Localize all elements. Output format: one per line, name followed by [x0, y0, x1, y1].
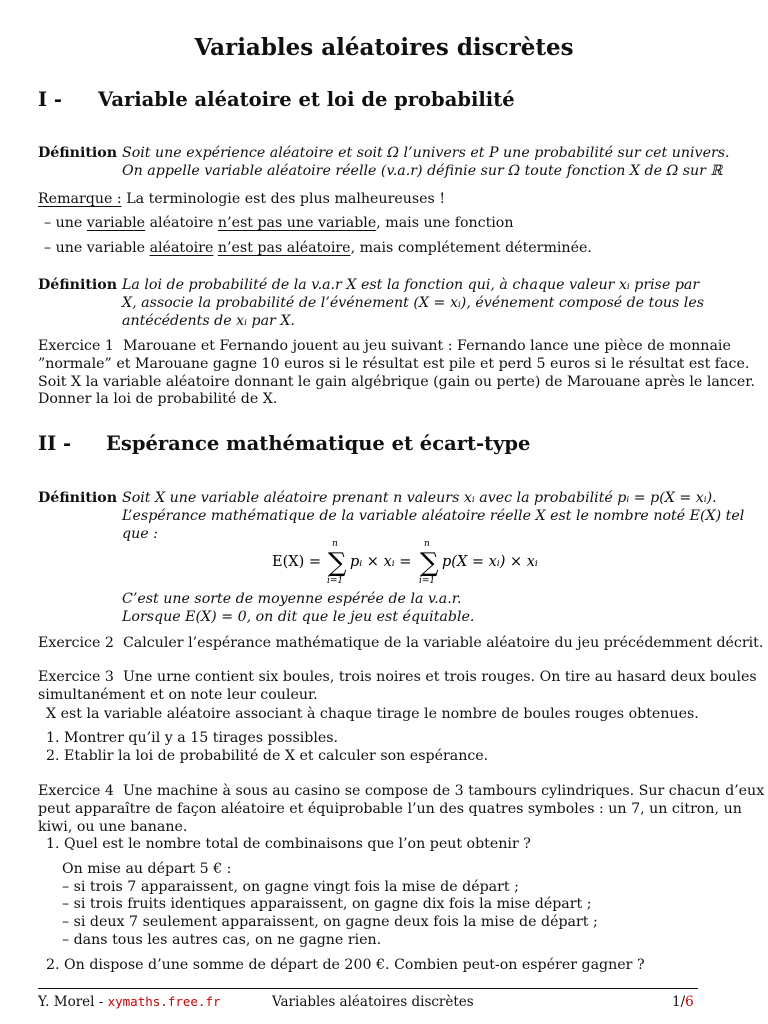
ex1-line4: Donner la loi de probabilité de X.	[38, 391, 278, 407]
section-2-heading	[38, 432, 530, 455]
remark-item-1	[44, 214, 513, 232]
eq-sum2-bottom: i=1	[419, 576, 436, 586]
ex4-rule-4: – dans tous les autres cas, on ne gagne rien.	[62, 932, 382, 948]
ex4-rule-3: – si deux 7 seulement apparaissent, on gagne deux fois la mise de départ ;	[62, 914, 598, 930]
ex4-question-2: 2. On dispose d’une somme de départ de 200 €. Combien peut-on espérer gagner ?	[46, 957, 645, 973]
section-1-number: I -	[38, 88, 63, 111]
ex4-line1	[38, 782, 764, 800]
def2-line1: La loi de probabilité de la v.a.r X est la fonction qui, à chaque valeur xᵢ prise par	[122, 277, 700, 293]
ex4-rule-2: – si trois fruits identiques apparaissent, on gagne dix fois la mise départ ;	[62, 896, 592, 912]
def3-line4: C’est une sorte de moyenne espérée de la v.a.r.	[122, 591, 462, 607]
ex1-text-1: Marouane et Fernando jouent au jeu suivant : Fernando lance une pièce de monnaie	[122, 338, 731, 354]
def2-label: Définition	[38, 277, 118, 293]
def3-line1: Soit X une variable aléatoire prenant n valeurs xᵢ avec la probabilité pᵢ = p(X = xᵢ).	[122, 490, 717, 506]
remark-item-1-a: – une	[44, 215, 87, 231]
ex3-text-1: Une urne contient six boules, trois noires et trois rouges. On tire au hasard deux boules	[122, 669, 757, 685]
remark-item-2-e: , mais complétement déterminée.	[350, 240, 592, 256]
ex2-line	[38, 634, 763, 652]
remark-item-2-b: aléatoire	[149, 240, 214, 256]
def3-label: Définition	[38, 490, 118, 506]
ex1-line3: Soit X la variable aléatoire donnant le gain algébrique (gain ou perte) de Marouane après le lancer.	[38, 374, 756, 390]
footer-page	[672, 994, 694, 1010]
ex3-item-1: 1. Montrer qu’il y a 15 tirages possibles.	[46, 730, 339, 746]
def2-line2: X, associe la probabilité de l’événement (X = xᵢ), événement composé de tous les	[122, 295, 705, 311]
eq-term1: pᵢ × xᵢ =	[350, 554, 412, 570]
remark-item-2-d: n’est pas aléatoire	[217, 240, 351, 256]
ex3-label: Exercice 3	[38, 669, 114, 685]
eq-lhs: E(X) =	[272, 554, 321, 570]
remark-text: La terminologie est des plus malheureuses !	[121, 191, 446, 207]
remark-label: Remarque :	[38, 191, 122, 207]
remark-item-1-e: , mais une fonction	[376, 215, 514, 231]
eq-sum1-top: n	[332, 539, 338, 549]
expectation-formula	[270, 538, 570, 586]
def1-label: Définition	[38, 145, 118, 161]
section-1-title: Variable aléatoire et loi de probabilité	[98, 88, 515, 111]
section-1-heading	[38, 88, 515, 111]
eq-sum1-sigma: ∑	[328, 548, 347, 578]
remark-line	[38, 190, 445, 208]
document-title: Variables aléatoires discrètes	[194, 34, 574, 61]
footer-author: Y. Morel -	[38, 994, 108, 1010]
ex4-rule-1: – si trois 7 apparaissent, on gagne vingt fois la mise de départ ;	[62, 879, 519, 895]
ex3-item-2: 2. Etablir la loi de probabilité de X et calculer son espérance.	[46, 748, 489, 764]
def2-line3: antécédents de xᵢ par X.	[122, 313, 295, 329]
def1-line1: Soit une expérience aléatoire et soit Ω l’univers et P une probabilité sur cet univers.	[122, 145, 730, 161]
def3-line2: L’espérance mathématique de la variable aléatoire réelle X est le nombre noté E(X) tel	[122, 508, 745, 524]
eq-term2: p(X = xᵢ) × xᵢ	[442, 554, 538, 570]
remark-item-2-a: – une variable	[44, 240, 150, 256]
ex4-text-1: Une machine à sous au casino se compose de 3 tambours cylindriques. Sur chacun d’eux	[122, 783, 765, 799]
ex1-line1	[38, 337, 731, 355]
def3-line5: Lorsque E(X) = 0, on dit que le jeu est équitable.	[122, 609, 475, 625]
footer-page-total-link[interactable]: 6	[685, 994, 694, 1010]
ex4-label: Exercice 4	[38, 783, 114, 799]
ex2-text: Calculer l’espérance mathématique de la variable aléatoire du jeu précédemment décrit.	[122, 635, 764, 651]
ex4-question-1: 1. Quel est le nombre total de combinaisons que l’on peut obtenir ?	[46, 836, 531, 852]
footer-author-line	[38, 994, 221, 1010]
footer-title: Variables aléatoires discrètes	[272, 994, 474, 1010]
ex1-label: Exercice 1	[38, 338, 114, 354]
section-2-title: Espérance mathématique et écart-type	[106, 432, 531, 455]
eq-sum2-top: n	[424, 539, 430, 549]
eq-sum2-sigma: ∑	[420, 548, 439, 578]
ex3-line2: simultanément et on note leur couleur.	[38, 687, 318, 703]
def3-line3: que :	[122, 526, 158, 542]
ex4-line2: peut apparaître de façon aléatoire et équiprobable l’un des quatres symboles : un 7, un citron, un	[38, 801, 742, 817]
footer-rule	[38, 988, 698, 989]
ex4-line3: kiwi, ou une banane.	[38, 819, 188, 835]
footer-site-link[interactable]: xymaths.free.fr	[107, 994, 221, 1009]
ex3-line3: X est la variable aléatoire associant à chaque tirage le nombre de boules rouges obtenues.	[46, 706, 699, 722]
remark-item-1-c: aléatoire	[145, 215, 218, 231]
ex4-mise: On mise au départ 5 € :	[62, 861, 232, 877]
section-2-number: II -	[38, 432, 72, 455]
remark-item-1-b: variable	[86, 215, 146, 231]
footer-page-current: 1/	[672, 994, 686, 1010]
eq-sum1-bottom: i=1	[327, 576, 344, 586]
def1-line2: On appelle variable aléatoire réelle (v.a.r) définie sur Ω toute fonction X de Ω sur ℝ	[122, 163, 723, 179]
ex2-label: Exercice 2	[38, 635, 114, 651]
remark-item-1-d: n’est pas une variable	[217, 215, 377, 231]
remark-item-2	[44, 239, 592, 257]
ex3-line1	[38, 668, 757, 686]
ex1-line2: ”normale” et Marouane gagne 10 euros si le résultat est pile et perd 5 euros si le résultat est face.	[38, 356, 750, 372]
